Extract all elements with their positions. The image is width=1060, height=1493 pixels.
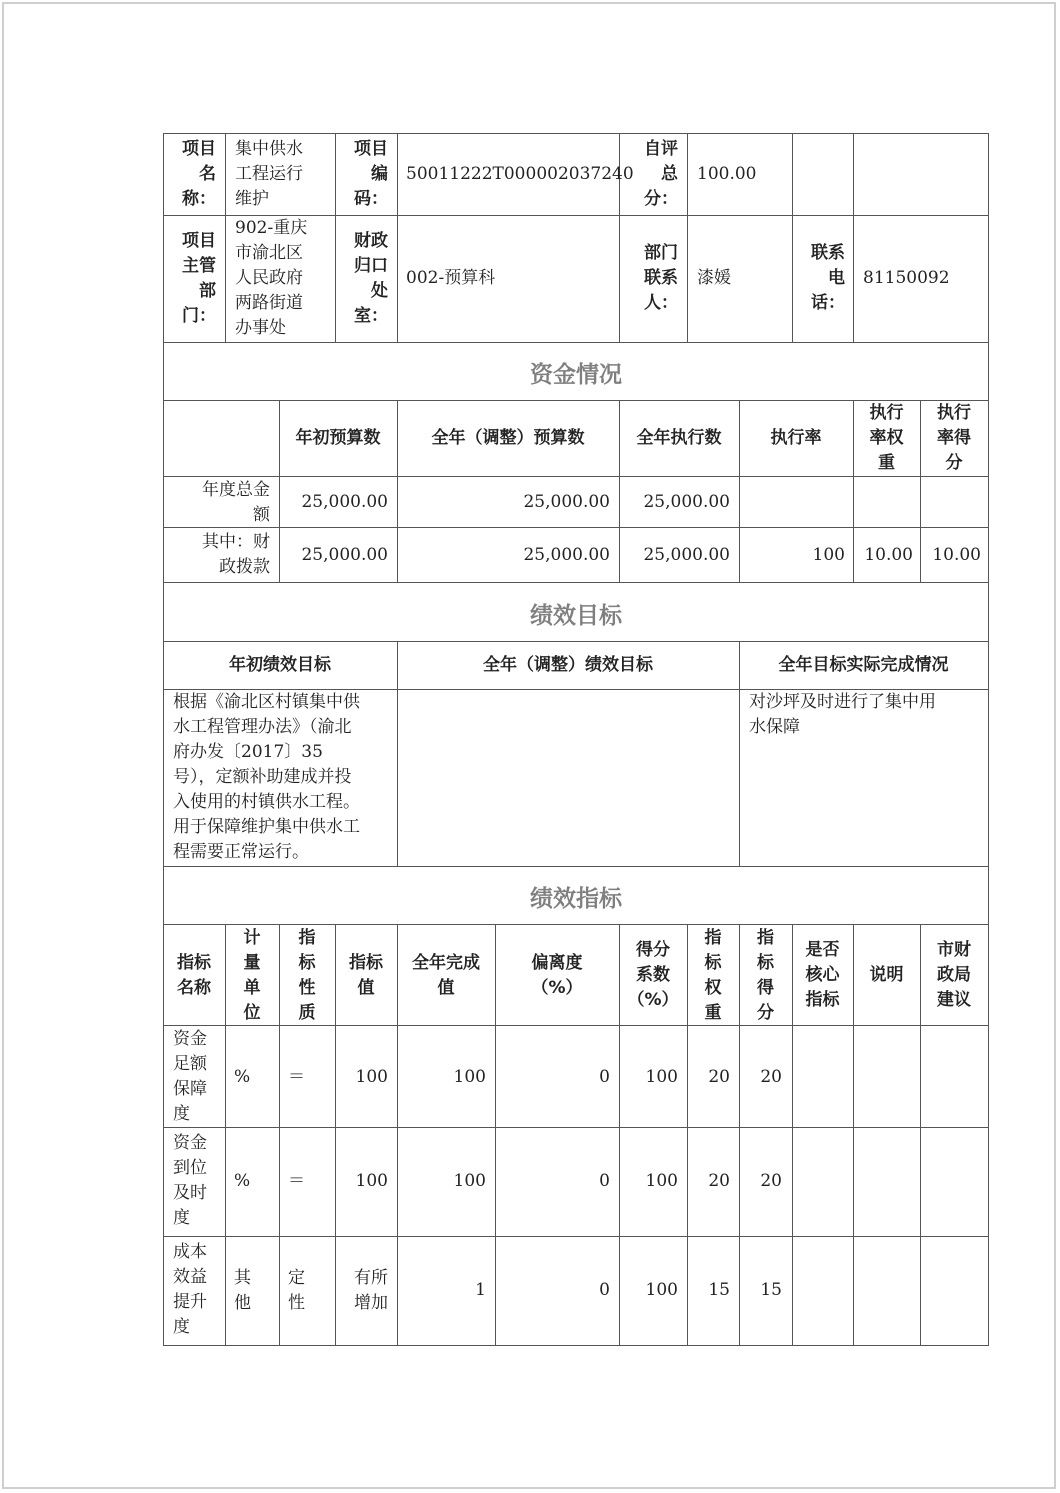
col-actual-completion: 全年目标实际完成情况: [778, 655, 949, 675]
col-adjusted-goal: 全年（调整）绩效目标: [483, 655, 653, 675]
goals-section-title: 绩效目标: [530, 603, 622, 629]
col-adjusted-budget: 全年（调整）预算数: [431, 428, 585, 448]
project-code-value: 50011222T000002037240: [406, 164, 634, 184]
page-border: [2, 2, 1056, 1489]
contact-value: 漆媛: [697, 268, 731, 288]
col-executed: 全年执行数: [636, 428, 722, 448]
indicators-section-title: 绩效指标: [530, 886, 622, 912]
col-initial-budget: 年初预算数: [295, 428, 381, 448]
finance-value: 002-预算科: [406, 268, 496, 288]
self-eval-value: 100.00: [697, 164, 757, 184]
col-initial-goal: 年初绩效目标: [229, 655, 331, 675]
funds-section-title: 资金情况: [530, 362, 622, 388]
col-exec-rate: 执行率: [770, 428, 822, 448]
phone-value: 81150092: [863, 268, 950, 288]
col-note: 说明: [869, 965, 904, 985]
